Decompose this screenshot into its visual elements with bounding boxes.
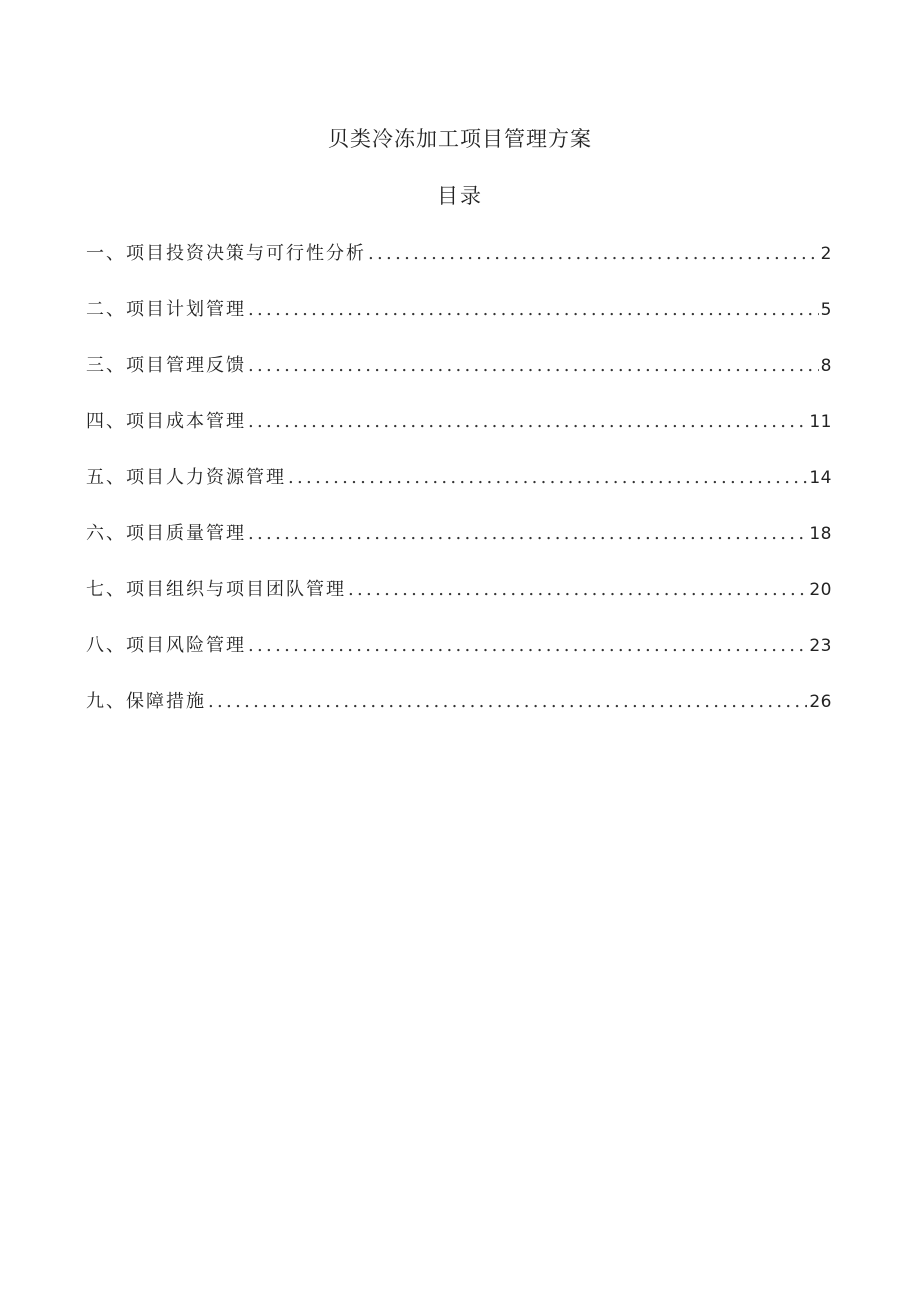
toc-page-number[interactable]: 5 [820, 300, 832, 320]
toc-page-number[interactable]: 20 [809, 580, 832, 600]
toc-page-number[interactable]: 14 [809, 468, 832, 488]
toc-page-number[interactable]: 8 [820, 356, 832, 376]
toc-entry-text[interactable]: 四、项目成本管理 [86, 411, 246, 432]
toc-page-number[interactable]: 26 [809, 692, 832, 712]
toc-leader-dots [248, 518, 807, 550]
toc-entry[interactable] [86, 462, 832, 518]
toc-entry[interactable] [86, 406, 832, 462]
document-title: 贝类冷冻加工项目管理方案 [328, 127, 592, 151]
toc-page-number[interactable]: 18 [809, 524, 832, 544]
toc-leader-dots [288, 462, 807, 494]
toc-page-number[interactable]: 2 [820, 244, 832, 264]
toc-page-number[interactable]: 11 [809, 412, 832, 432]
toc-leader-dots [248, 406, 807, 438]
toc-entry-text[interactable]: 三、项目管理反馈 [86, 355, 246, 376]
toc-leader-dots [248, 630, 807, 662]
toc-entry[interactable] [86, 350, 832, 406]
toc-entry[interactable] [86, 294, 832, 350]
toc-entry-text[interactable]: 七、项目组织与项目团队管理 [86, 579, 346, 600]
toc-entry-text[interactable]: 二、项目计划管理 [86, 299, 246, 320]
toc-entry-text[interactable]: 八、项目风险管理 [86, 635, 246, 656]
toc-entry[interactable] [86, 574, 832, 630]
toc-leader-dots [368, 238, 819, 270]
toc-entry[interactable] [86, 630, 832, 686]
toc-page-number[interactable]: 23 [809, 636, 832, 656]
toc-heading: 目录 [437, 184, 483, 208]
toc-entry-text[interactable]: 九、保障措施 [86, 691, 206, 712]
toc-leader-dots [248, 350, 819, 382]
toc-entry-text[interactable]: 一、项目投资决策与可行性分析 [86, 243, 366, 264]
table-of-contents [86, 238, 832, 742]
toc-leader-dots [248, 294, 819, 326]
toc-entry[interactable] [86, 238, 832, 294]
toc-entry[interactable] [86, 518, 832, 574]
toc-entry-text[interactable]: 六、项目质量管理 [86, 523, 246, 544]
toc-entry-text[interactable]: 五、项目人力资源管理 [86, 467, 286, 488]
toc-leader-dots [208, 686, 807, 718]
toc-leader-dots [348, 574, 807, 606]
toc-entry[interactable] [86, 686, 832, 742]
